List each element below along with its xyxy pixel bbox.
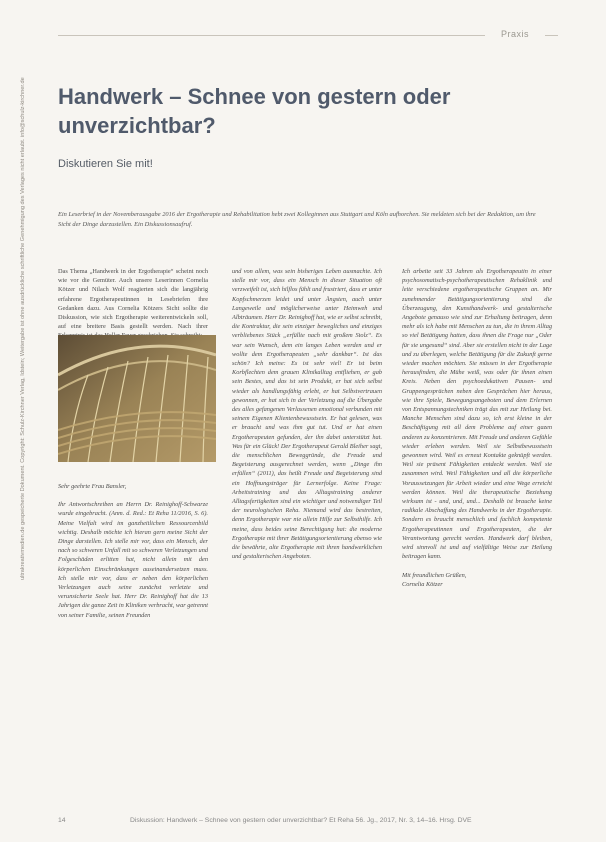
column-1-intro: Das Thema „Handwerk in der Ergotherapie“ scheint noch wie vor die Gemüter. Auch unsere Leserinnen Cornelia Kötzer und Nilach Wolf reagierten sich die langjährig erfahrene Ergotherapeutinnen in Lesebriefen ihre Gedanken dazu. Aus Cornelia Kötzers Sicht sollte die Diskussion, wie sich Ergotherapie weiterentwickeln soll, auf eine breitere Basis gestellt werden. Nach ihrer [58, 268, 208, 331]
column-2-text: und von allem, was sein bisheriges Leben ausmachte. Ich stelle mir vor, dass ein Mensch in dieser Situation oft verzweifelt ist, sich hilflos fühlt und frustriert, dass er unter Kopfschmerzen leidet und unter Ängsten, auch unter Langeweile und möglicherweise unter Heimweh und Albträumen. Herr Dr. Reinighoff hat, wie er selbst schreibt, die Kontraktur, die sein einziger bewegliches und einziges verbliebenes Stück „erfüllte nach mit großem Stolz“. Es war sein Wunsch, dem ein langes Leben werden und er wollte dem Ergotherapeuten „sehr dankbar“. Ist das schön? Ich meine: Es ist sehr viel! Er ist beim Korbflechten dem grauen Klinikalltag entfliehen, er gab sein Bestes, und das ist sein Produkt, er hat sich selbst wieder als handlungsfähig erlebt, er hat Selbstvertrauen gewonnen, er hat sich in der Verletzung auf die Übergabe des alles gefangenen Verlassenen emotional verbunden mit seinem Eigenen Klientenbewusstsein. Er hat gelesen, was er braucht und was ihm gut tut. Und er hat einen Ergotherapeuten gefunden, der ihn dabei unterstützt hat. Was für ein Glück! Der Ergotherapeut Gerald Bleiher sagt, die menschlichen Beweggründe, die Freude und Begeisterung ausgerechnet werden, wenn „Dinge ihn erfüllen“ (2011), das heißt Freude und Begeisterung sind ein Hoffnungsträger für Lernerfolge. Keine Frage: Arbeitstraining und das Alltagstraining anderer Alltagsfertigkeiten sind ein wichtiger und notwendiger Teil der neurologischen Reha. Niemand wird das bestreiten, denn Ergotherapie war nie allein Hilfe zur Selbsthilfe. Ich meine, dass beides seine Berechtigung hat: die moderne Ergotherapie mit ihrer Betätigungsorientierung ebenso wie die bewährte, alte Ergotherapie mit ihren handwerklichen und gestalterischen Angeboten. [232, 268, 382, 561]
article-lead: Ein Leserbrief in der Novemberausgabe 2016 der Ergotherapie und Rehabilitation hebt zwei Kolleginnen aus Stuttgart und Köln aufhorchen. Sie meldeten sich bei der Redaktion, um ihre Sicht der Dinge darzustellen. Ein Diskussionsaufruf. [58, 211, 536, 228]
column-3-text: Ich arbeite seit 33 Jahren als Ergotherapeutin in einer psychosomatisch-psychotherapeutischen Rehaklinik und leite verschiedene ergotherapeutische Gruppen an. Mir zunehmender Betätigungsorientierung sind die Überzeugung, den Kunsthandwerk- und gestalterische Angebote genauso wie sind zur Erhaltung beitragen, denn mehr als ich habe mit Menschen zu tun, die in ihrem Alltag so viel Betätigung hatten, dass ihnen die Frage nur „Oder für sie ungesund“ sind. Aber sie erstellen nicht in der Lage und zu überlegen, welche Betätigung für die Zukunft gerne wieder machen möchten. Sie müssen in der Ergotherapie herausfinden, die Mühe weiß, was oder für ihnen einen Kreis. Neben den psychoedukativen Pausen- und Gruppengesprächen neben den Gesprächen hier heraus, wie ihre Spiele, Bewegungsangeboten und dem Erlernen von Entspannungstechniken trägt das mit zur Heilung bei. Manche Menschen sind dazu so, ich erst kleine in der Beschäftigung mit all dem Probleme auf einer gazen anderen zu konzentrieren. Mit Freude und anderen Gefühle wieder erleben werden. Weil sie Selbstbewusstsein gewonnen wird. Weil es erneut Kontakte geknüpft werden. Weil sie präsent Fähigkeiten entdeckt werden. Weil sie zusammen wird. Weil Fähigkeiten und all die körperliche Voraussetzungen für Arbeit wieder und eine Wege erreicht werden können. Weil die therapeutische Beziehung wirksam ist - und, und, und... Deshalb ist brauche keine radikale Abschaffung des Handwerks in der Ergotherapie. Sondern es braucht menschlich und fachlich kompetente Ergotherapeutinnen und Ergotherapeuten, die der Verantwortung gerecht werden. Handwerk darf bleiben, wird sinnvoll ist und auf vielfältige Weise zur Heilung beitragen kann. [402, 268, 552, 561]
column-1 [58, 267, 208, 619]
photo-caption: Sehr geehrte Frau Bansler, [58, 483, 127, 490]
top-rule [58, 35, 558, 36]
column-1-lower [58, 482, 208, 620]
copyright-side-note: ultrakreativmedien.de gespeicherte Dokument. Copyright: Schulz-Kirchner Verlag, Idstein; Weitergabe ist ohne ausdrückliche schriftliche Genehmigung des Verlages nicht erlaubt. info@schulz-kirchner.de [20, 77, 26, 580]
footer-citation: Diskussion: Handwerk – Schnee von gestern oder unverzichtbar? Et Reha 56. Jg., 2017, Nr. 3, 14–16. Hrsg. DVE [130, 817, 472, 824]
article-title: Handwerk – Schnee von gestern oder unverzichtbar? [58, 84, 451, 138]
basket-weaving-photo [58, 335, 216, 462]
signature-name: Cornelia Kötzer [402, 580, 443, 588]
closing-greeting: Mit freundlichen Grüßen, [402, 571, 467, 579]
column-2 [232, 267, 382, 562]
section-tag: Praxis [485, 29, 545, 39]
article-subtitle: Diskutieren Sie mit! [58, 158, 153, 170]
column-1-letter: Ihr Antwortschreiben an Herrn Dr. Reinighoff-Schwarze wurde eingebracht. (Anm. d. Red.: Et Reha 11/2016, S. 6). Meine Vielfalt wird im ganzheitlichen Ressourcenbild wichtig. Deshalb möchte ich hieran gern meine Sicht der Dinge darstellen. Ich stelle mir vor, dass ein Mensch, der nach so schweren Unfall mit so schweren Verletzungen und Folgeschäden erlitten hat, nicht allein mit den körperlichen Einschränkungen auseinandersetzen muss. Ich stelle mir vor, dass er neben den körperlichen Verletzungen auch seine zunächst verletzte und verunsicherte Seele hat. Herr Dr. Reinighoff hat die 13 Jahrigen die ganze Zeit in Kliniken verbracht, war getrennt von seiner Familie, seinen Freunden [58, 501, 208, 619]
page-number: 14 [58, 817, 66, 824]
column-3 [402, 267, 552, 589]
